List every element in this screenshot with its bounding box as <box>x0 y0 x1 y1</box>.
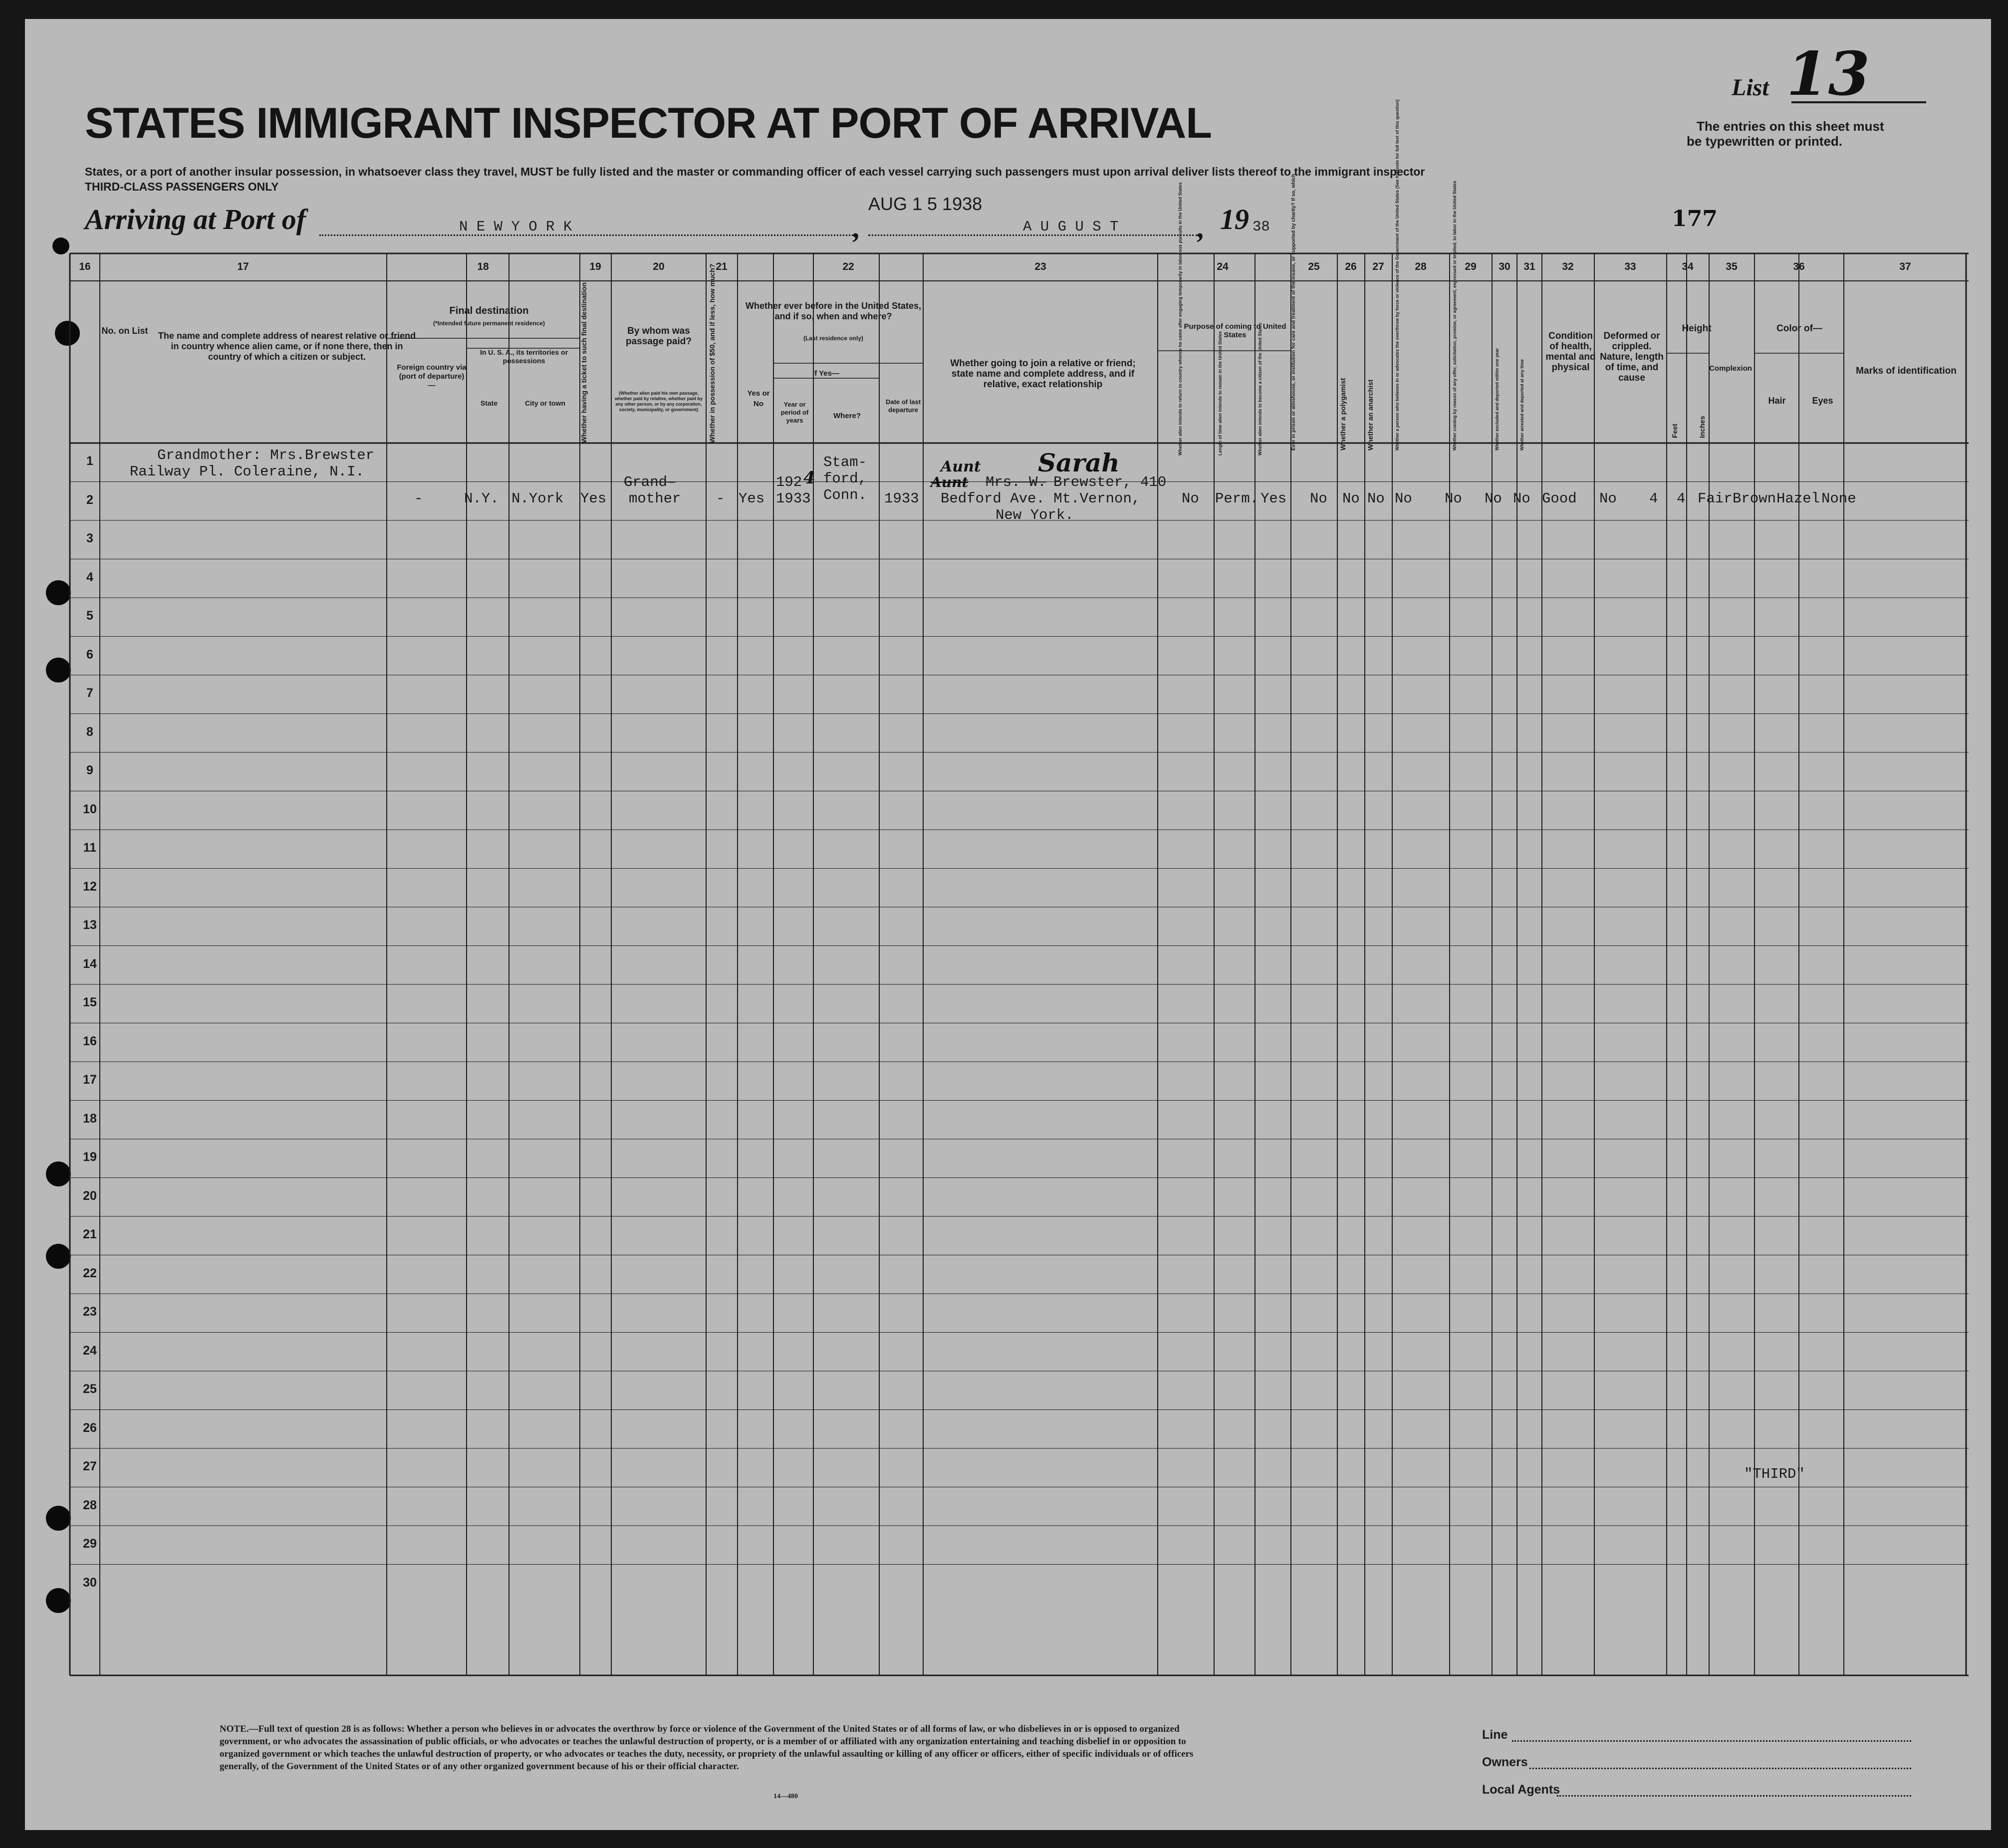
column-number: 34 <box>1682 261 1694 272</box>
column-number: 35 <box>1726 261 1738 272</box>
col34-inches: Inches <box>1698 416 1706 438</box>
col24-sub-a: Whether alien intends to return to country whence he came after engaging temporarily in laborious pursuits in the United States <box>1178 182 1183 456</box>
entry-purpose-return: No <box>1182 490 1199 507</box>
col18-foreign: Foreign country via (port of departure)— <box>397 363 467 390</box>
entry-relative-line1: Grandmother: Mrs.Brewster <box>157 447 375 463</box>
page-title: STATES IMMIGRANT INSPECTOR AT PORT OF ARRIVAL <box>85 99 1212 147</box>
entry-join-handwritten-name: Sarah <box>1038 448 1120 477</box>
row-number: 5 <box>86 609 93 623</box>
agents-underline <box>1557 1795 1911 1797</box>
entry-purpose-length: Perm. <box>1215 490 1259 507</box>
row-number: 7 <box>86 686 93 700</box>
entry-labor-offer: No <box>1445 490 1462 507</box>
column-number: 26 <box>1345 261 1357 272</box>
page-mark: 177 <box>1672 206 1718 231</box>
col26-header: Whether a polygamist <box>1339 378 1347 451</box>
row-number: 3 <box>86 531 93 545</box>
col22-ifyes: If Yes— <box>812 369 839 378</box>
column-number: 30 <box>1499 261 1510 272</box>
row-number: 15 <box>83 995 97 1009</box>
owners-underline <box>1529 1768 1911 1769</box>
form-code: 14—480 <box>773 1793 798 1800</box>
row-number: 8 <box>86 724 93 739</box>
entry-before-us: Yes <box>739 490 765 507</box>
col30-header: Whether excluded and deported within one year <box>1495 348 1500 451</box>
entry-state: N.Y. <box>464 490 499 507</box>
entry-deformed: No <box>1599 490 1617 507</box>
col23-header: Whether going to join a relative or friend; state name and complete address, and if relative, exact relationship <box>950 358 1136 390</box>
row-number: 13 <box>83 918 97 932</box>
column-number: 16 <box>79 261 91 272</box>
row-number: 2 <box>86 492 93 507</box>
col29-header: Whether coming by reason of any offer, solicitation, promise, or agreement, expressed or implied, to labor in the United States <box>1452 181 1457 451</box>
column-number: 29 <box>1465 261 1477 272</box>
entry-last-departure: 1933 <box>884 490 919 507</box>
entry-where-1: Stam- <box>823 454 867 470</box>
row-number: 19 <box>83 1150 97 1164</box>
row-number: 29 <box>83 1537 97 1551</box>
column-number: 19 <box>589 261 601 272</box>
port-value: N E W Y O R K <box>459 219 572 235</box>
col22-header: Whether ever before in the United States, and if so, when and where? <box>745 301 922 321</box>
col24-sub-c: Whether alien intends to become a citizen of the United States <box>1257 322 1262 456</box>
col16-header: No. on List <box>101 326 148 336</box>
col21-header: Whether in possession of $50, and if less, how much? <box>708 263 716 443</box>
col37-header: Marks of identification <box>1856 366 1957 376</box>
row-number: 10 <box>83 802 97 816</box>
list-number: 13 <box>1786 39 1870 109</box>
row-number: 17 <box>83 1073 97 1087</box>
col18-header: Final destination <box>449 305 529 316</box>
column-number: 23 <box>1034 261 1046 272</box>
col24-header: Purpose of coming to United States <box>1184 322 1286 339</box>
col20-header: By whom was passage paid? <box>626 326 692 347</box>
col36-header: Color of— <box>1776 323 1822 334</box>
entry-where-2: ford, <box>823 470 867 487</box>
entry-relative-line2: Railway Pl. Coleraine, N.I. <box>130 463 364 480</box>
entry-passage-line2: mother <box>629 490 681 507</box>
col22-year: Year or period of years <box>780 401 809 424</box>
col36-hair: Hair <box>1768 396 1786 406</box>
row-number: 12 <box>83 879 97 894</box>
entry-passage-line1: Grand- <box>624 474 676 490</box>
entry-ticket: Yes <box>580 490 607 507</box>
column-number: 22 <box>842 261 854 272</box>
col18-usa: In U. S. A., its territories or possessions <box>480 348 568 365</box>
manifest-sheet <box>25 19 1991 1830</box>
row-number: 9 <box>86 763 93 777</box>
column-number: 28 <box>1415 261 1427 272</box>
row-number: 26 <box>83 1420 97 1435</box>
entry-polygamist: No <box>1342 490 1360 507</box>
month-value: A U G U S T <box>1023 219 1119 235</box>
entry-overthrow: No <box>1395 490 1412 507</box>
col36-eyes: Eyes <box>1812 396 1833 406</box>
entry-join-struck-word: Aunt <box>931 474 969 490</box>
year-prefix: 19 <box>1220 203 1249 235</box>
col18-subheader: (*Intended future permanent residence) <box>433 320 545 327</box>
row-number: 25 <box>83 1382 97 1396</box>
col25-header: Ever in prison or almshouse, or institution for care and treatment of the insane, or supported by charity? If so, which <box>1291 174 1296 451</box>
column-number: 20 <box>653 261 665 272</box>
column-number: 21 <box>716 261 728 272</box>
col28-header: Whether a person who believes in or advocates the overthrow by force or violence of the Government of the United States (See footnote for full text of this question) <box>1395 99 1400 451</box>
entry-where-3: Conn. <box>823 487 867 503</box>
row-number: 1 <box>86 454 93 468</box>
column-number: 25 <box>1308 261 1320 272</box>
col34-header: Height <box>1682 323 1712 334</box>
entry-marks: None <box>1821 490 1856 507</box>
row-number: 27 <box>83 1459 97 1473</box>
column-number: 24 <box>1217 261 1229 272</box>
col17-header: The name and complete address of nearest relative or friend in country whence alien came, or if none there, then in country of which a citizen or subject. <box>158 331 416 362</box>
separator: , <box>1198 212 1205 244</box>
column-number: 18 <box>477 261 489 272</box>
row-number: 18 <box>83 1111 97 1126</box>
entry-city: N.York <box>511 490 564 507</box>
entry-year-2: 1933 <box>776 490 811 507</box>
col33-header: Deformed or crippled. Nature, length of time, and cause <box>1600 331 1664 383</box>
entry-foreign-country: - <box>414 490 423 507</box>
typewritten-note-line2: be typewritten or printed. <box>1687 134 1843 149</box>
entry-year-1: 192 <box>776 474 802 490</box>
entry-height-inches: 4 <box>1677 490 1686 507</box>
column-number: 36 <box>1793 261 1805 272</box>
entry-complexion: Fair <box>1698 490 1733 507</box>
row-number: 24 <box>83 1343 97 1358</box>
col31-header: Whether arrested and deported at any time <box>1519 359 1524 451</box>
row-number: 20 <box>83 1188 97 1203</box>
line-label: Line <box>1482 1728 1508 1742</box>
entry-join-line2: Bedford Ave. Mt.Vernon, <box>941 490 1141 507</box>
entry-deported: No <box>1513 490 1530 507</box>
footnote-question-28: NOTE.—Full text of question 28 is as follows: Whether a person who believes in or advocates the overthrow by force or violence of the Government of the United States or of all forms of law, or who disbelieves in or is opposed to organized government, or who advocates the assassination of public officials, or who advocates or teaches the unlawful destruction of property, or is a member of or affiliated with any organization entertaining and teaching disbelief in or opposition to organized government or which teaches the unlawful destruction of property, or who advocates or teaches the duty, necessity, or propriety of the unlawful assaulting or killing of any officer or officers, either of specific individuals or of officers generally, of the Government of the United States or of any other organized government because of his or their official character. <box>220 1724 1194 1772</box>
local-agents-label: Local Agents <box>1482 1783 1560 1797</box>
column-number: 37 <box>1899 261 1911 272</box>
col32-header: Condition of health, mental and physical <box>1545 331 1596 373</box>
entry-eyes: Hazel <box>1776 490 1820 507</box>
entry-purpose-citizen: Yes <box>1260 490 1287 507</box>
col22-yesno: Yes or No <box>747 389 770 408</box>
third-class-stamp: "THIRD" <box>1744 1466 1805 1482</box>
row-number: 4 <box>86 570 93 584</box>
row-number: 14 <box>83 956 97 971</box>
date-stamp: AUG 1 5 1938 <box>868 194 983 214</box>
col34-feet: Feet <box>1671 424 1679 438</box>
col18-state: State <box>480 399 498 407</box>
row-number: 28 <box>83 1498 97 1512</box>
row-number: 22 <box>83 1266 97 1280</box>
row-number: 21 <box>83 1227 97 1241</box>
entry-money: - <box>716 490 725 507</box>
entry-join-line3: New York. <box>996 507 1074 523</box>
column-number: 27 <box>1372 261 1384 272</box>
row-number: 11 <box>83 841 97 855</box>
entry-join-handwritten-relation: Aunt <box>941 458 981 475</box>
line-underline <box>1512 1740 1911 1742</box>
entry-anarchist: No <box>1367 490 1385 507</box>
col18-city: City or town <box>525 399 565 407</box>
col27-header: Whether an anarchist <box>1366 379 1374 451</box>
arriving-label: Arriving at Port of <box>85 203 306 235</box>
list-label: List <box>1732 74 1769 101</box>
entry-hair: Brown <box>1733 490 1776 507</box>
col20-subheader: (Whether alien paid his own passage, whether paid by relative, whether paid by any other person, or by any corporation, society, municipality, or government) <box>614 391 703 412</box>
entry-join-struck-name: Mrs. W. <box>986 474 1046 490</box>
col35-header: Complexion <box>1709 364 1752 373</box>
entry-excluded: No <box>1485 490 1502 507</box>
col24-sub-b: Length of time alien intends to remain in the United States <box>1218 331 1223 456</box>
subtitle-line1: States, or a port of another insular possession, in whatsoever class they travel, MUST be fully listed and the master or commanding officer of each vessel carrying such passengers must upon arrival deliver lists thereof to the immigrant inspector <box>85 165 1425 178</box>
subtitle-line2: THIRD-CLASS PASSENGERS ONLY <box>85 180 279 193</box>
row-number: 6 <box>86 647 93 662</box>
year-suffix: 38 <box>1253 219 1270 235</box>
manifest-grid <box>25 19 1991 1830</box>
col22-subheader: (Last residence only) <box>803 335 864 342</box>
col22-date: Date of last departure <box>885 398 921 414</box>
row-number: 23 <box>83 1305 97 1319</box>
entry-health: Good <box>1542 490 1577 507</box>
owners-label: Owners <box>1482 1755 1528 1769</box>
entry-join-line1: Brewster, 410 <box>1053 474 1167 490</box>
row-number: 30 <box>83 1575 97 1590</box>
column-number: 33 <box>1624 261 1636 272</box>
column-number: 32 <box>1562 261 1574 272</box>
column-number: 31 <box>1523 261 1535 272</box>
column-number: 17 <box>237 261 249 272</box>
typewritten-note-line1: The entries on this sheet must <box>1697 119 1884 134</box>
col19-header: Whether having a ticket to such final destination <box>580 282 588 443</box>
col22-where: Where? <box>833 412 861 420</box>
separator: , <box>853 212 861 244</box>
row-number: 16 <box>83 1034 97 1048</box>
entry-height-feet: 4 <box>1649 490 1658 507</box>
entry-year-1-handwritten: 4 <box>803 468 815 488</box>
entry-prison: No <box>1310 490 1327 507</box>
